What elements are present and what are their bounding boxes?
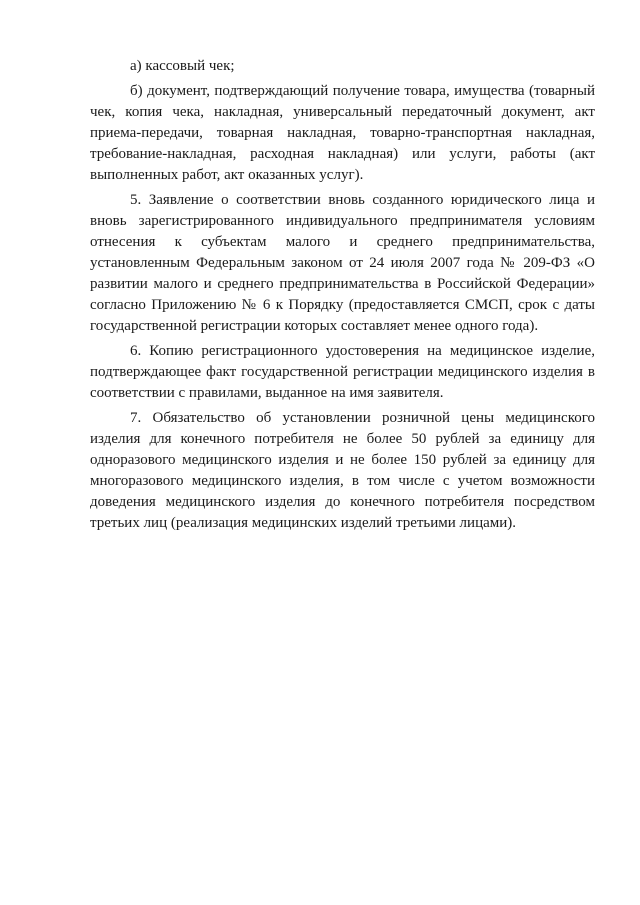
paragraph-item-a: а) кассовый чек; [130,58,235,74]
paragraph-5-smsp-statement: 5. Заявление о соответствии вновь созданного юридического лица и вновь зарегистрированного индивидуального предпринимателя условиям отнесения к субъектам малого и среднего предпринимательства, установленным Федеральным законом от 24 июля 2007 года № 209-ФЗ «О развитии малого и среднего предпринимательства в Российской Федерации» согласно Приложению № 6 к Порядку (предоставляется СМСП, срок с даты государственной регистрации которых составляет менее одного года). [90,192,595,334]
document-page [90,56,595,538]
paragraph-7-retail-price-obligation: 7. Обязательство об установлении розничной цены медицинского изделия для конечного потребителя не более 50 рублей за единицу для одноразового медицинского изделия и не более 150 рублей за единицу для многоразового медицинского изделия, в том числе с учетом возможности доведения медицинского изделия до конечного потребителя посредством третьих лиц (реализация медицинских изделий третьими лицами). [90,410,595,531]
paragraph-item-b: б) документ, подтверждающий получение товара, имущества (товарный чек, копия чека, накладная, универсальный передаточный документ, акт приема-передачи, товарная накладная, товарно-транспортная накладная, требование-накладная, расходная накладная) или услуги, работы (акт выполненных работ, акт оказанных услуг). [90,83,595,183]
paragraph-6-registration-certificate: 6. Копию регистрационного удостоверения на медицинское изделие, подтверждающее факт государственной регистрации медицинского изделия в соответствии с правилами, выданное на имя заявителя. [90,343,595,401]
